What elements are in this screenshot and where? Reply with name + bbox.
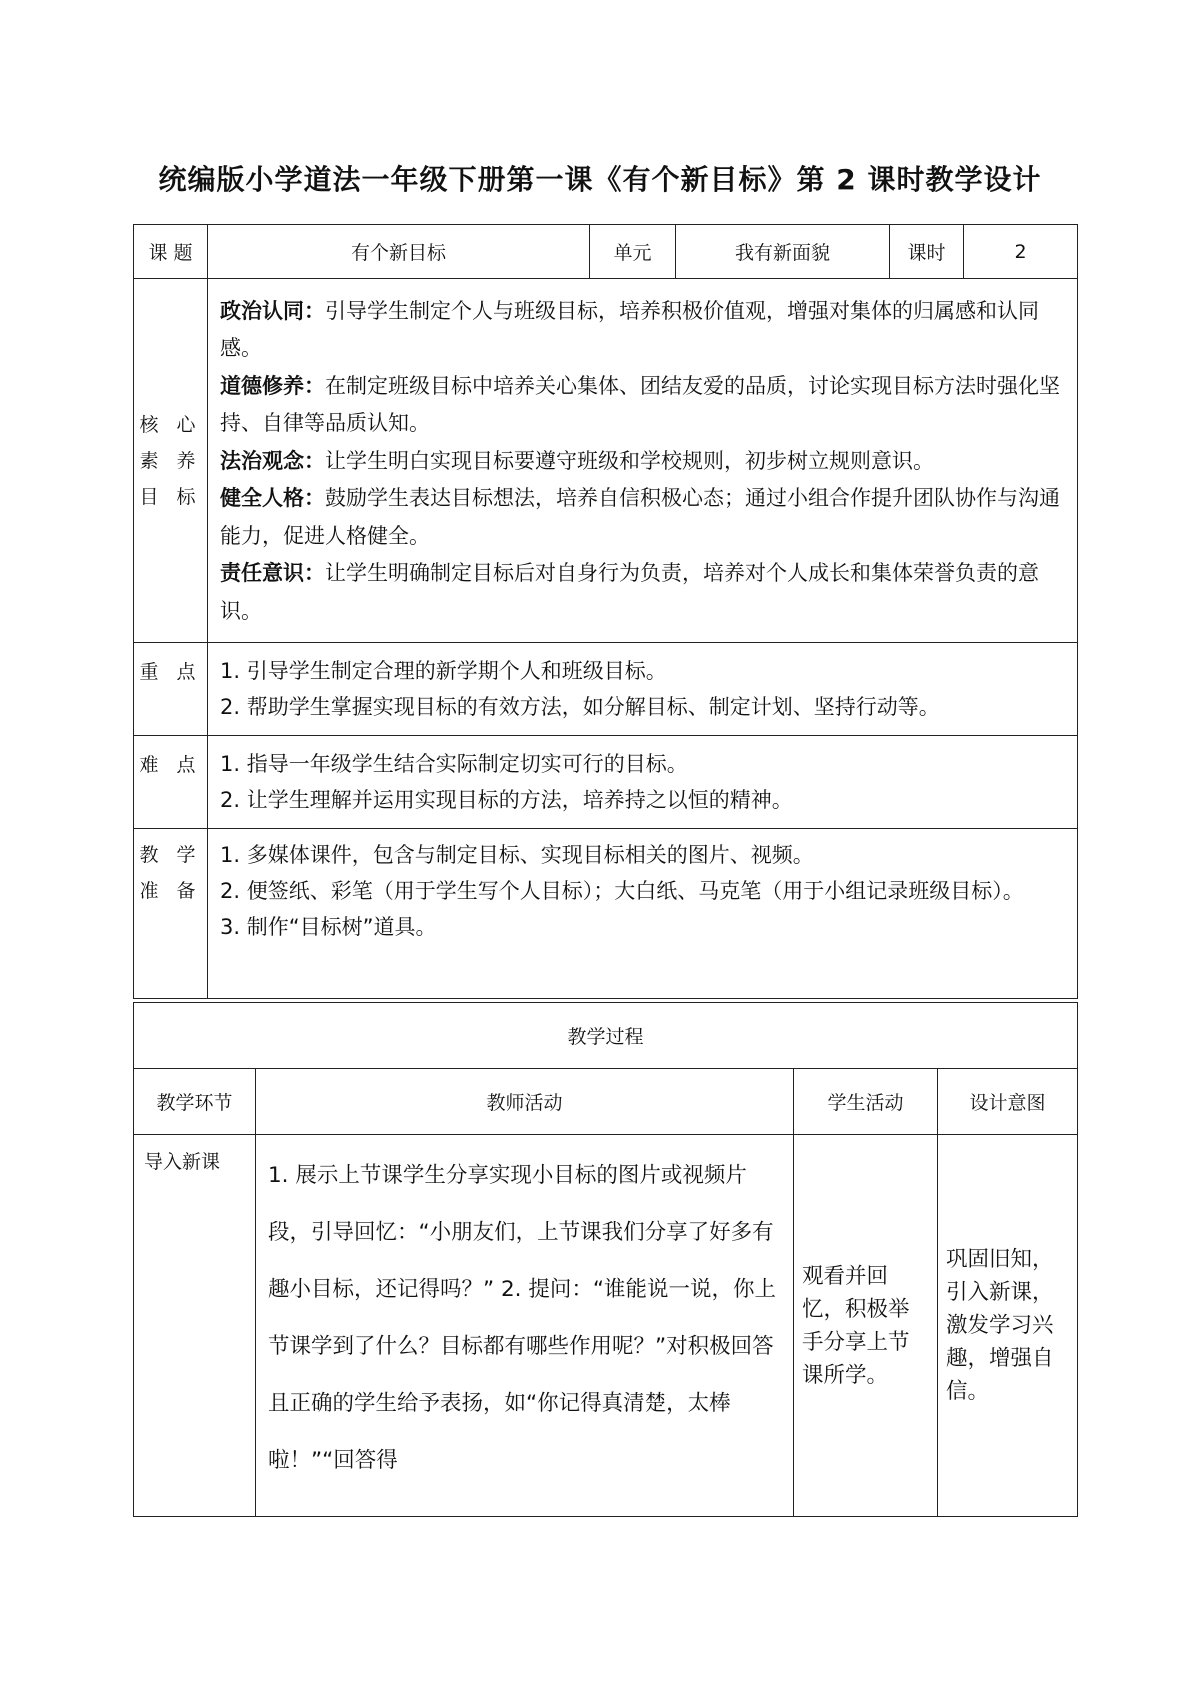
unit-value: 我有新面貌 (676, 225, 890, 279)
preparation-content (208, 829, 1078, 999)
difficulties-label: 难 点 (134, 736, 208, 829)
objective-item (220, 555, 1067, 630)
objective-head: 健全人格： (220, 486, 325, 511)
difficulties-row (134, 736, 1078, 829)
topic-label: 课 题 (134, 225, 208, 279)
objective-text: 在制定班级目标中培养关心集体、团结友爱的品质，讨论实现目标方法时强化坚持、自律等品质认知。 (220, 373, 1060, 436)
info-row (134, 225, 1078, 279)
preparation-item: 1. 多媒体课件，包含与制定目标、实现目标相关的图片、视频。 (220, 843, 814, 867)
objective-head: 法治观念： (220, 448, 325, 473)
preparation-label-line: 准 备 (139, 880, 202, 902)
column-intent: 设计意图 (938, 1069, 1078, 1135)
process-header-row (134, 1003, 1078, 1069)
process-header: 教学过程 (134, 1003, 1078, 1069)
preparation-label (134, 829, 208, 999)
period-value: 2 (964, 225, 1078, 279)
topic-value: 有个新目标 (208, 225, 590, 279)
period-label: 课时 (890, 225, 964, 279)
lesson-info-table (133, 224, 1078, 999)
objectives-label-line: 核 心 (139, 413, 202, 436)
key-points-content (208, 643, 1078, 736)
objective-item (220, 368, 1067, 443)
page-title: 统编版小学道法一年级下册第一课《有个新目标》第 2 课时教学设计 (158, 163, 1042, 196)
design-intent-cell: 巩固旧知，引入新课，激发学习兴趣，增强自信。 (938, 1135, 1078, 1517)
objective-item (220, 480, 1067, 555)
difficulty-item: 2. 让学生理解并运用实现目标的方法，培养持之以恒的精神。 (220, 788, 793, 812)
key-point-item: 2. 帮助学生掌握实现目标的有效方法，如分解目标、制定计划、坚持行动等。 (220, 695, 940, 719)
process-row (134, 1135, 1078, 1517)
preparation-item: 3. 制作“目标树”道具。 (220, 915, 437, 939)
objective-item (220, 293, 1067, 368)
column-stage: 教学环节 (134, 1069, 256, 1135)
objective-text: 让学生明白实现目标要遵守班级和学校规则，初步树立规则意识。 (325, 448, 934, 473)
stage-cell: 导入新课 (134, 1135, 256, 1517)
process-columns-row (134, 1069, 1078, 1135)
objective-head: 道德修养： (220, 373, 325, 398)
preparation-item: 2. 便签纸、彩笔（用于学生写个人目标）；大白纸、马克笔（用于小组记录班级目标）。 (220, 879, 1024, 903)
difficulty-item: 1. 指导一年级学生结合实际制定切实可行的目标。 (220, 752, 688, 776)
objectives-label (134, 279, 208, 643)
student-activity-cell: 观看并回忆，积极举手分享上节课所学。 (794, 1135, 938, 1517)
objectives-label-line: 素 养 (139, 449, 202, 472)
key-points-label: 重 点 (134, 643, 208, 736)
key-points-row (134, 643, 1078, 736)
objectives-content (208, 279, 1078, 643)
teacher-activity-cell: 1. 展示上节课学生分享实现小目标的图片或视频片段，引导回忆：“小朋友们，上节课我们分享了好多有趣小目标，还记得吗？” 2. 提问：“谁能说一说，你上节课学到了什么？目标都有哪些作用呢？”对积极回答且正确的学生给予表扬，如“你记得真清楚，太棒啦！”“回答得 (256, 1135, 794, 1517)
column-teacher: 教师活动 (256, 1069, 794, 1135)
objectives-label-line: 目 标 (139, 485, 202, 508)
objective-head: 责任意识： (220, 561, 325, 586)
key-point-item: 1. 引导学生制定合理的新学期个人和班级目标。 (220, 659, 667, 683)
preparation-row (134, 829, 1078, 999)
teaching-process-table (133, 1002, 1078, 1517)
unit-label: 单元 (590, 225, 676, 279)
column-student: 学生活动 (794, 1069, 938, 1135)
difficulties-content (208, 736, 1078, 829)
objective-text: 让学生明确制定目标后对自身行为负责，培养对个人成长和集体荣誉负责的意识。 (220, 561, 1039, 623)
objective-head: 政治认同： (220, 298, 325, 323)
objective-text: 鼓励学生表达目标想法，培养自信积极心态；通过小组合作提升团队协作与沟通能力，促进人格健全。 (220, 486, 1060, 548)
objective-item (220, 443, 1067, 481)
objective-text: 引导学生制定个人与班级目标，培养积极价值观，增强对集体的归属感和认同感。 (220, 298, 1039, 361)
objectives-row (134, 279, 1078, 643)
preparation-label-line: 教 学 (139, 844, 202, 866)
